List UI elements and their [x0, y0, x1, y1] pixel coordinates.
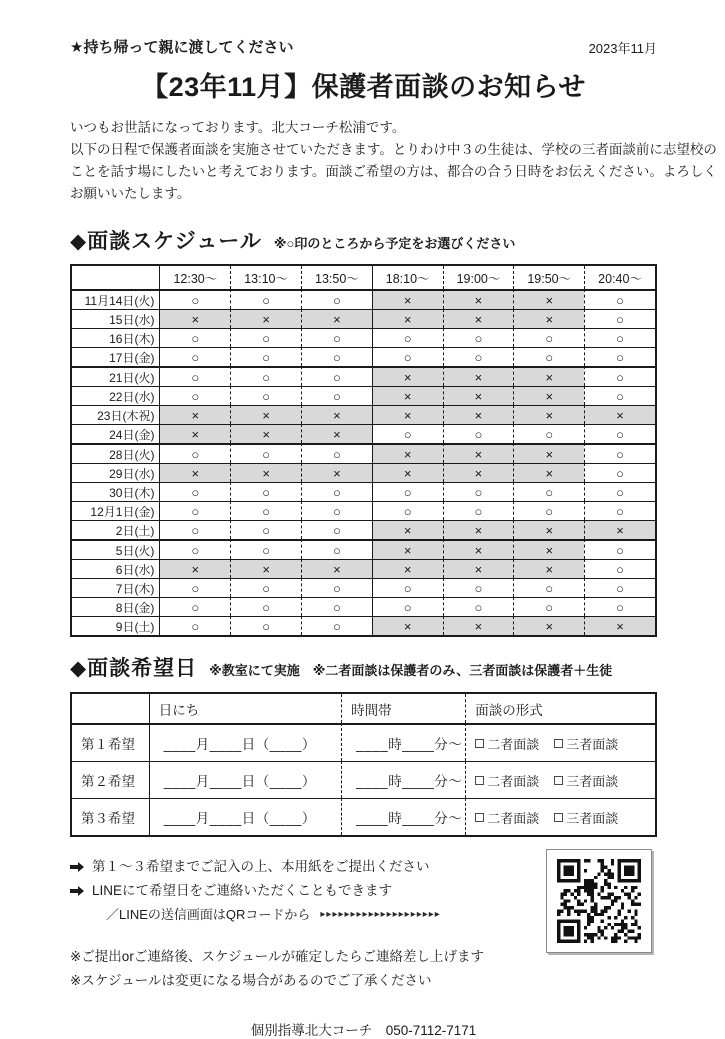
slot-cell: × — [372, 405, 443, 424]
slot-cell: ○ — [301, 366, 372, 386]
slot-cell: × — [159, 309, 230, 328]
corner-cell — [72, 694, 149, 723]
schedule-row — [72, 520, 655, 539]
slot-cell: × — [513, 463, 584, 482]
slot-cell: ○ — [513, 424, 584, 443]
slot-cell: ○ — [230, 520, 301, 539]
slot-cell: × — [159, 424, 230, 443]
request-table-body — [72, 723, 655, 835]
slot-cell: ○ — [513, 501, 584, 520]
checkbox-icon — [475, 739, 484, 748]
slot-cell: ○ — [159, 386, 230, 405]
header-row — [70, 36, 657, 57]
slot-cell: ○ — [230, 501, 301, 520]
intro-line: 以下の日程で保護者面談を実施させていただきます。とりわけ中３の生徒は、学校の三者面談前に志望校の — [70, 142, 717, 157]
preference-label: 第３希望 — [72, 798, 149, 835]
slot-cell: × — [301, 309, 372, 328]
request-col-header: 時間帯 — [341, 694, 465, 723]
slot-cell: ○ — [372, 597, 443, 616]
schedule-row — [72, 578, 655, 597]
slot-cell: × — [513, 289, 584, 309]
format-option — [475, 771, 539, 790]
slot-cell: ○ — [159, 597, 230, 616]
slot-cell: ○ — [513, 347, 584, 366]
schedule-row — [72, 482, 655, 501]
schedule-header-row — [72, 266, 655, 289]
schedule-row — [72, 328, 655, 347]
slot-cell: × — [301, 463, 372, 482]
slot-cell: ○ — [301, 616, 372, 635]
contact-footer: 個別指導北大コーチ 050-7112-7171 — [250, 1023, 477, 1038]
corner-cell — [72, 266, 159, 289]
format-option-label: 三者面談 — [566, 736, 619, 752]
checkbox-icon — [554, 776, 563, 785]
time-blank-cell: ____時____分～ — [341, 761, 465, 798]
slot-cell: ○ — [159, 347, 230, 366]
time-blank-cell: ____時____分～ — [341, 798, 465, 835]
slot-cell: ○ — [372, 424, 443, 443]
slot-cell: ○ — [584, 501, 655, 520]
document-date: 2023年11月 — [588, 41, 657, 56]
slot-cell: ○ — [230, 443, 301, 463]
format-option-label: 二者面談 — [487, 736, 540, 752]
format-cell — [465, 798, 655, 835]
slot-cell: × — [513, 309, 584, 328]
slot-cell: × — [443, 366, 514, 386]
slot-cell: × — [372, 386, 443, 405]
footer-notes — [70, 855, 657, 993]
intro-line: ことを話す場にしたいと考えております。面談ご希望の方は、都合の合う日時をお伝えください。よろしく — [70, 164, 717, 179]
slot-cell: ○ — [230, 616, 301, 635]
slot-cell: ○ — [443, 347, 514, 366]
slot-cell: × — [513, 405, 584, 424]
checkbox-icon — [554, 739, 563, 748]
slot-cell: × — [159, 405, 230, 424]
slot-cell: ○ — [230, 347, 301, 366]
slot-cell: ○ — [301, 520, 372, 539]
slot-cell: ○ — [584, 386, 655, 405]
slot-cell: ○ — [443, 501, 514, 520]
slot-cell: × — [372, 616, 443, 635]
slot-cell: ○ — [443, 328, 514, 347]
slot-cell: × — [230, 559, 301, 578]
slot-cell: × — [443, 559, 514, 578]
time-header-cell: 20:40～ — [584, 266, 655, 289]
slot-cell: ○ — [159, 520, 230, 539]
slot-cell: × — [372, 366, 443, 386]
slot-cell: ○ — [159, 443, 230, 463]
slot-cell: ○ — [584, 463, 655, 482]
slot-cell: × — [372, 520, 443, 539]
date-cell: 15日(水) — [72, 309, 159, 328]
slot-cell: × — [443, 405, 514, 424]
format-option-label: 二者面談 — [487, 773, 540, 789]
time-header-cell: 12:30～ — [159, 266, 230, 289]
slot-cell: ○ — [513, 328, 584, 347]
slot-cell: ○ — [584, 347, 655, 366]
request-col-header: 面談の形式 — [465, 694, 655, 723]
slot-cell: ○ — [443, 424, 514, 443]
slot-cell: ○ — [584, 289, 655, 309]
page-title: 【23年11月】保護者面談のお知らせ — [141, 72, 586, 102]
schedule-section-head — [70, 225, 657, 255]
format-option-label: 二者面談 — [487, 810, 540, 826]
slot-cell: × — [513, 386, 584, 405]
date-cell: 8日(金) — [72, 597, 159, 616]
schedule-table-head — [72, 266, 655, 289]
slot-cell: ○ — [159, 328, 230, 347]
date-cell: 9日(土) — [72, 616, 159, 635]
slot-cell: ○ — [230, 289, 301, 309]
slot-cell: × — [230, 424, 301, 443]
slot-cell: × — [443, 386, 514, 405]
date-cell: 28日(火) — [72, 443, 159, 463]
slot-cell: ○ — [584, 443, 655, 463]
format-option — [554, 771, 618, 790]
schedule-row — [72, 366, 655, 386]
format-option — [475, 734, 539, 753]
slot-cell: × — [443, 463, 514, 482]
slot-cell: ○ — [372, 347, 443, 366]
slot-cell: × — [372, 559, 443, 578]
slot-cell: ○ — [584, 309, 655, 328]
slot-cell: ○ — [301, 501, 372, 520]
date-cell: 21日(火) — [72, 366, 159, 386]
slot-cell: × — [513, 366, 584, 386]
slot-cell: ○ — [159, 289, 230, 309]
request-table — [70, 692, 657, 837]
slot-cell: ○ — [159, 482, 230, 501]
time-header-cell: 18:10～ — [372, 266, 443, 289]
slot-cell: × — [372, 309, 443, 328]
preference-label: 第２希望 — [72, 761, 149, 798]
request-section-note: ※教室にて実施 ※二者面談は保護者のみ、三者面談は保護者＋生徒 — [209, 663, 613, 678]
date-cell: 2日(土) — [72, 520, 159, 539]
slot-cell: ○ — [230, 328, 301, 347]
schedule-row — [72, 386, 655, 405]
format-option-label: 三者面談 — [566, 810, 619, 826]
schedule-table-body — [72, 289, 655, 635]
schedule-section-note: ※○印のところから予定をお選びください — [273, 236, 516, 251]
slot-cell: × — [513, 443, 584, 463]
slot-cell: ○ — [301, 328, 372, 347]
slot-cell: × — [443, 443, 514, 463]
slot-cell: ○ — [301, 597, 372, 616]
slot-cell: × — [372, 443, 443, 463]
slot-cell: × — [584, 520, 655, 539]
checkbox-icon — [475, 776, 484, 785]
date-cell: 22日(水) — [72, 386, 159, 405]
slot-cell: ○ — [230, 597, 301, 616]
slot-cell: ○ — [159, 578, 230, 597]
slot-cell: × — [584, 616, 655, 635]
chevron-arrows-icon: ▸▸▸▸▸▸▸▸▸▸▸▸▸▸▸▸▸▸▸▸ — [320, 909, 441, 920]
slot-cell: ○ — [513, 482, 584, 501]
slot-cell: × — [301, 424, 372, 443]
slot-cell: ○ — [159, 539, 230, 559]
slot-cell: × — [584, 405, 655, 424]
qr-code — [546, 849, 652, 953]
date-cell: 5日(火) — [72, 539, 159, 559]
date-cell: 24日(金) — [72, 424, 159, 443]
slot-cell: × — [159, 559, 230, 578]
slot-cell: ○ — [159, 616, 230, 635]
right-arrow-icon — [70, 862, 84, 872]
date-cell: 12月1日(金) — [72, 501, 159, 520]
schedule-row — [72, 597, 655, 616]
schedule-row — [72, 463, 655, 482]
slot-cell: ○ — [584, 366, 655, 386]
slot-cell: ○ — [301, 347, 372, 366]
schedule-row — [72, 289, 655, 309]
slot-cell: × — [513, 539, 584, 559]
date-cell: 30日(木) — [72, 482, 159, 501]
slot-cell: × — [443, 539, 514, 559]
slot-cell: ○ — [301, 482, 372, 501]
slot-cell: ○ — [230, 578, 301, 597]
slot-cell: ○ — [301, 289, 372, 309]
date-cell: 16日(木) — [72, 328, 159, 347]
intro-line: お願いいたします。 — [70, 186, 191, 201]
slot-cell: ○ — [372, 328, 443, 347]
date-blank-cell: ____月____日（____） — [149, 798, 341, 835]
preference-label: 第１希望 — [72, 723, 149, 761]
format-option — [554, 734, 618, 753]
time-header-cell: 13:10～ — [230, 266, 301, 289]
request-row — [72, 723, 655, 761]
slot-cell: × — [230, 405, 301, 424]
change-note: ※スケジュールは変更になる場合があるのでご了承ください — [70, 973, 432, 988]
slot-cell: × — [372, 539, 443, 559]
request-section-head — [70, 652, 657, 682]
slot-cell: × — [443, 520, 514, 539]
slot-cell: × — [159, 463, 230, 482]
request-header-row — [72, 694, 655, 723]
checkbox-icon — [554, 813, 563, 822]
slot-cell: ○ — [584, 424, 655, 443]
schedule-row — [72, 309, 655, 328]
request-table-head — [72, 694, 655, 723]
take-home-note: ★持ち帰って親に渡してください — [70, 39, 294, 56]
date-cell: 6日(水) — [72, 559, 159, 578]
format-option-label: 三者面談 — [566, 773, 619, 789]
slot-cell: ○ — [513, 597, 584, 616]
slot-cell: × — [443, 309, 514, 328]
intro-line: いつもお世話になっております。北大コーチ松浦です。 — [70, 120, 406, 135]
slot-cell: ○ — [584, 482, 655, 501]
slot-cell: ○ — [301, 386, 372, 405]
slot-cell: × — [443, 289, 514, 309]
qr-code-image — [556, 859, 642, 943]
date-blank-cell: ____月____日（____） — [149, 761, 341, 798]
slot-cell: × — [301, 559, 372, 578]
line-instruction-text: LINEにて希望日をご連絡いただくこともできます — [92, 883, 393, 898]
slot-cell: ○ — [230, 386, 301, 405]
slot-cell: ○ — [584, 539, 655, 559]
slot-cell: × — [372, 289, 443, 309]
time-header-cell: 19:00～ — [443, 266, 514, 289]
time-blank-cell: ____時____分～ — [341, 723, 465, 761]
schedule-row — [72, 616, 655, 635]
slot-cell: ○ — [301, 443, 372, 463]
request-section-title: ◆面談希望日 — [70, 657, 198, 680]
format-option — [554, 808, 618, 827]
schedule-row — [72, 501, 655, 520]
slot-cell: ○ — [230, 482, 301, 501]
date-cell: 7日(木) — [72, 578, 159, 597]
qr-instruction-text: ／LINEの送信画面はQRコードから — [106, 907, 311, 922]
date-cell: 17日(金) — [72, 347, 159, 366]
slot-cell: ○ — [513, 578, 584, 597]
request-col-header: 日にち — [149, 694, 341, 723]
schedule-row — [72, 347, 655, 366]
intro-paragraph — [70, 117, 717, 205]
schedule-table — [70, 264, 657, 637]
schedule-row — [72, 559, 655, 578]
confirmation-note: ※ご提出orご連絡後、スケジュールが確定したらご連絡差し上げます — [70, 949, 485, 964]
slot-cell: ○ — [230, 539, 301, 559]
slot-cell: ○ — [443, 597, 514, 616]
date-cell: 29日(水) — [72, 463, 159, 482]
slot-cell: ○ — [230, 366, 301, 386]
date-cell: 23日(木祝) — [72, 405, 159, 424]
slot-cell: ○ — [301, 578, 372, 597]
schedule-row — [72, 405, 655, 424]
slot-cell: × — [230, 463, 301, 482]
slot-cell: × — [230, 309, 301, 328]
right-arrow-icon — [70, 886, 84, 896]
slot-cell: ○ — [443, 578, 514, 597]
slot-cell: ○ — [372, 578, 443, 597]
slot-cell: × — [372, 463, 443, 482]
format-cell — [465, 761, 655, 798]
format-option — [475, 808, 539, 827]
date-cell: 11月14日(火) — [72, 289, 159, 309]
date-blank-cell: ____月____日（____） — [149, 723, 341, 761]
schedule-section-title: ◆面談スケジュール — [70, 230, 262, 253]
time-header-cell: 13:50～ — [301, 266, 372, 289]
slot-cell: ○ — [584, 597, 655, 616]
slot-cell: ○ — [159, 366, 230, 386]
checkbox-icon — [475, 813, 484, 822]
schedule-row — [72, 443, 655, 463]
slot-cell: × — [513, 559, 584, 578]
slot-cell: × — [301, 405, 372, 424]
schedule-row — [72, 424, 655, 443]
slot-cell: ○ — [584, 578, 655, 597]
slot-cell: ○ — [301, 539, 372, 559]
slot-cell: ○ — [372, 501, 443, 520]
time-header-cell: 19:50～ — [513, 266, 584, 289]
format-cell — [465, 723, 655, 761]
slot-cell: × — [443, 616, 514, 635]
slot-cell: ○ — [584, 559, 655, 578]
submit-instruction-text: 第１～３希望までご記入の上、本用紙をご提出ください — [92, 859, 430, 874]
slot-cell: ○ — [443, 482, 514, 501]
schedule-row — [72, 539, 655, 559]
request-row — [72, 761, 655, 798]
request-row — [72, 798, 655, 835]
slot-cell: × — [513, 520, 584, 539]
slot-cell: ○ — [372, 482, 443, 501]
slot-cell: × — [513, 616, 584, 635]
slot-cell: ○ — [584, 328, 655, 347]
slot-cell: ○ — [159, 501, 230, 520]
